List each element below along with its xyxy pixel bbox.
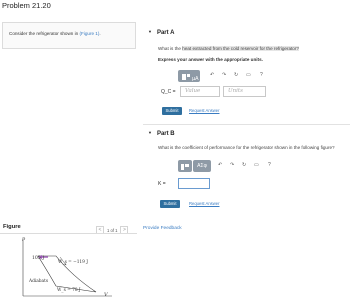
pv-diagram — [0, 234, 137, 297]
part-a-title: Part A — [156, 30, 175, 36]
k-input[interactable] — [178, 178, 210, 189]
prev-figure-button[interactable]: < — [96, 226, 104, 234]
problem-title: Problem 21.20 — [2, 1, 51, 10]
pager-text: 1 of 1 — [107, 227, 118, 233]
part-b-toolbar — [178, 160, 288, 174]
x-axis-label: V — [104, 292, 108, 297]
y-axis-label: p — [22, 236, 26, 242]
undo-icon[interactable]: ↶ — [218, 162, 223, 168]
part-b-question: What is the coefficient of performance for the refrigerator shown in the following figure? — [158, 145, 335, 150]
keyboard-icon[interactable]: ▭ — [254, 162, 259, 168]
part-separator — [143, 124, 350, 125]
part-a-instruction: Express your answer with the appropriate units. — [158, 57, 263, 62]
value-input[interactable]: Value — [180, 86, 220, 97]
keyboard-icon[interactable]: ▭ — [246, 72, 251, 78]
adiabats-label: Adiabats — [29, 279, 49, 284]
part-a-question-text: What is the — [158, 46, 183, 51]
work-out-label: W_s = −119 J — [58, 260, 88, 265]
redo-icon[interactable]: ↷ — [230, 162, 235, 168]
reset-icon[interactable]: ↻ — [242, 162, 247, 168]
template-button[interactable] — [178, 70, 200, 82]
part-a-submit-button[interactable]: Submit — [162, 107, 182, 115]
next-figure-button[interactable]: > — [120, 226, 128, 234]
collapse-icon: ▼ — [148, 130, 152, 135]
reset-icon[interactable]: ↻ — [234, 72, 239, 78]
part-a-request-answer-link[interactable]: Request Answer — [189, 108, 220, 113]
template-button[interactable] — [178, 160, 192, 172]
part-b-var-label: K = — [158, 181, 166, 187]
figure-label: Figure — [3, 224, 21, 230]
part-b-title: Part B — [156, 131, 175, 137]
work-in-label: W_s = 78 J — [57, 288, 81, 293]
problem-prompt-panel — [2, 22, 136, 49]
part-b-request-answer-link[interactable]: Request Answer — [189, 201, 220, 206]
svg-text:μA: μA — [192, 76, 199, 82]
figure-link[interactable]: (Figure 1) — [79, 31, 100, 36]
collapse-icon: ▼ — [148, 29, 152, 34]
undo-icon[interactable]: ↶ — [210, 72, 215, 78]
units-input[interactable]: Units — [223, 86, 266, 97]
problem-prompt — [9, 31, 101, 36]
help-icon[interactable]: ? — [268, 162, 271, 168]
part-a-var-label: Q_C = — [161, 89, 176, 95]
part-a-question-highlight: heat extracted from the cold reservoir for the refrigerator? — [182, 46, 299, 51]
heat-label: 105 J — [32, 256, 45, 261]
part-b-answer-row — [158, 178, 218, 190]
template-icon — [178, 71, 200, 83]
part-a-toolbar — [178, 70, 288, 84]
redo-icon[interactable]: ↷ — [222, 72, 227, 78]
help-icon[interactable]: ? — [260, 72, 263, 78]
template-icon — [178, 161, 192, 173]
part-a-answer-row — [156, 86, 276, 98]
prompt-end: . — [99, 31, 101, 36]
part-a-header[interactable] — [148, 29, 174, 36]
prompt-text: Consider the refrigerator shown in — [9, 31, 80, 36]
part-a-question — [158, 46, 299, 51]
part-b-submit-button[interactable]: Submit — [160, 200, 180, 208]
provide-feedback-link[interactable]: Provide Feedback — [143, 226, 182, 231]
part-b-header[interactable] — [148, 130, 175, 137]
symbol-button[interactable]: ΑΣφ — [193, 160, 211, 172]
